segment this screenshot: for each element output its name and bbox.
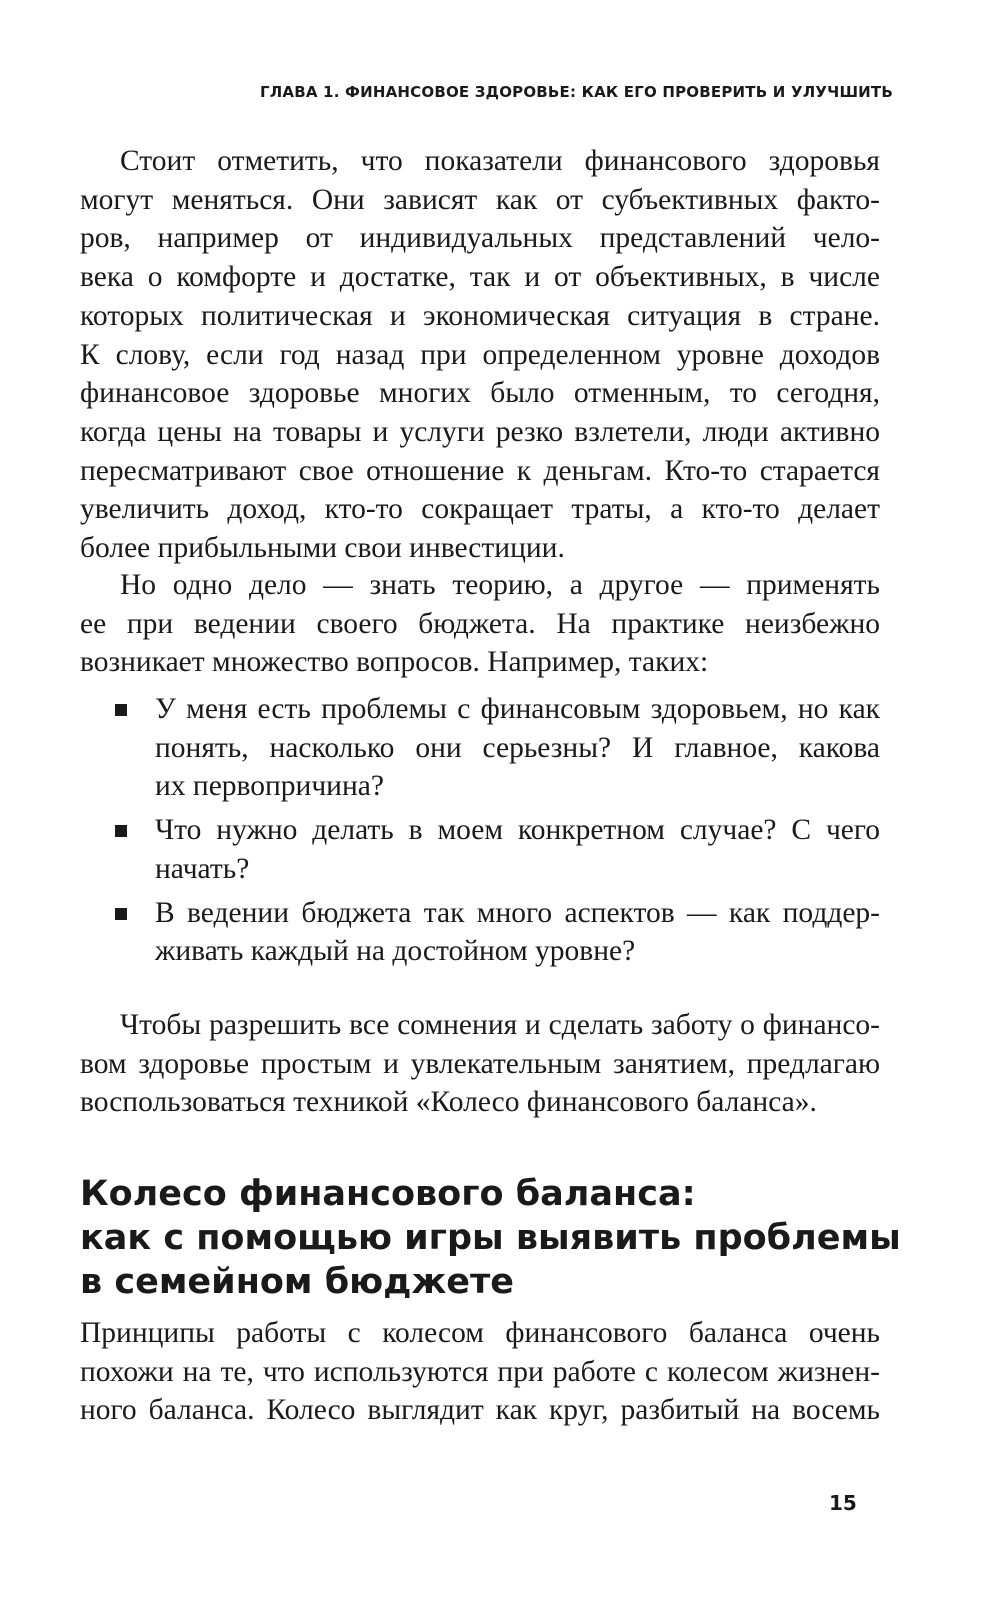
running-head: ГЛАВА 1. ФИНАНСОВОЕ ЗДОРОВЬЕ: КАК ЕГО ПРОВЕРИТЬ И УЛУЧШИТЬ bbox=[259, 83, 893, 101]
square-bullet-icon bbox=[115, 908, 127, 920]
list-item bbox=[115, 811, 880, 888]
list-item-line: Что нужно делать в моем конкретном случае? С чего bbox=[155, 814, 880, 847]
heading-line: в семейном бюджете bbox=[80, 1262, 515, 1302]
paragraph-line: вом здоровье простым и увлекательным занятием, предлагаю bbox=[80, 1047, 880, 1080]
paragraph-line: века о комфорте и достатке, так и от объективных, в числе bbox=[80, 261, 880, 294]
paragraph-2 bbox=[80, 566, 880, 682]
paragraph-4 bbox=[80, 1314, 880, 1430]
square-bullet-icon bbox=[115, 825, 127, 837]
paragraph-line: Стоит отметить, что показатели финансового здоровья bbox=[120, 145, 880, 177]
page-number: 15 bbox=[829, 1491, 857, 1515]
section-heading bbox=[80, 1172, 900, 1304]
paragraph-line: ров, например от индивидуальных представлений чело- bbox=[80, 222, 880, 255]
list-item bbox=[115, 894, 880, 971]
paragraph-line: Чтобы разрешить все сомнения и сделать заботу о финансо- bbox=[120, 1009, 880, 1041]
paragraph-line: похожи на те, что используются при работе с колесом жизнен- bbox=[80, 1355, 880, 1388]
paragraph-line: увеличить доход, кто-то сокращает траты, а кто-то делает bbox=[80, 493, 880, 526]
list-item-line: живать каждый на достойном уровне? bbox=[155, 935, 636, 968]
paragraph-line: ного баланса. Колесо выглядит как круг, разбитый на восемь bbox=[80, 1394, 880, 1427]
heading-line: Колесо финансового баланса: bbox=[80, 1174, 696, 1214]
square-bullet-icon bbox=[115, 704, 127, 716]
paragraph-line: более прибыльными свои инвестиции. bbox=[80, 532, 565, 565]
paragraph-line: ее при ведении своего бюджета. На практике неизбежно bbox=[80, 607, 880, 640]
bullet-list bbox=[115, 690, 880, 976]
paragraph-line: могут меняться. Они зависят как от субъективных факто- bbox=[80, 183, 880, 216]
paragraph-line: Но одно дело — знать теорию, а другое — применять bbox=[120, 569, 880, 601]
paragraph-line: когда цены на товары и услуги резко взлетели, люди активно bbox=[80, 415, 880, 448]
paragraph-line: воспользоваться техникой «Колесо финансового баланса». bbox=[80, 1086, 817, 1119]
paragraph-line: Принципы работы с колесом финансового баланса очень bbox=[80, 1317, 880, 1349]
list-item-line: В ведении бюджета так много аспектов — как поддер- bbox=[155, 896, 880, 929]
paragraph-line: К слову, если год назад при определенном уровне доходов bbox=[80, 338, 880, 371]
list-item-line: понять, насколько они серьезны? И главное, какова bbox=[155, 731, 880, 764]
heading-line: как с помощью игры выявить проблемы bbox=[80, 1218, 901, 1258]
paragraph-line: пересматривают свое отношение к деньгам. Кто-то старается bbox=[80, 454, 880, 487]
paragraph-line: которых политическая и экономическая ситуация в стране. bbox=[80, 299, 880, 332]
list-item-line: У меня есть проблемы с финансовым здоровьем, но как bbox=[155, 693, 880, 725]
list-item-line: начать? bbox=[155, 852, 250, 885]
paragraph-3 bbox=[80, 1006, 880, 1122]
list-item-line: их первопричина? bbox=[155, 770, 384, 803]
paragraph-1 bbox=[80, 142, 880, 568]
paragraph-line: возникает множество вопросов. Например, таких: bbox=[80, 646, 709, 679]
list-item bbox=[115, 690, 880, 806]
paragraph-line: финансовое здоровье многих было отменным, то сегодня, bbox=[80, 377, 880, 410]
